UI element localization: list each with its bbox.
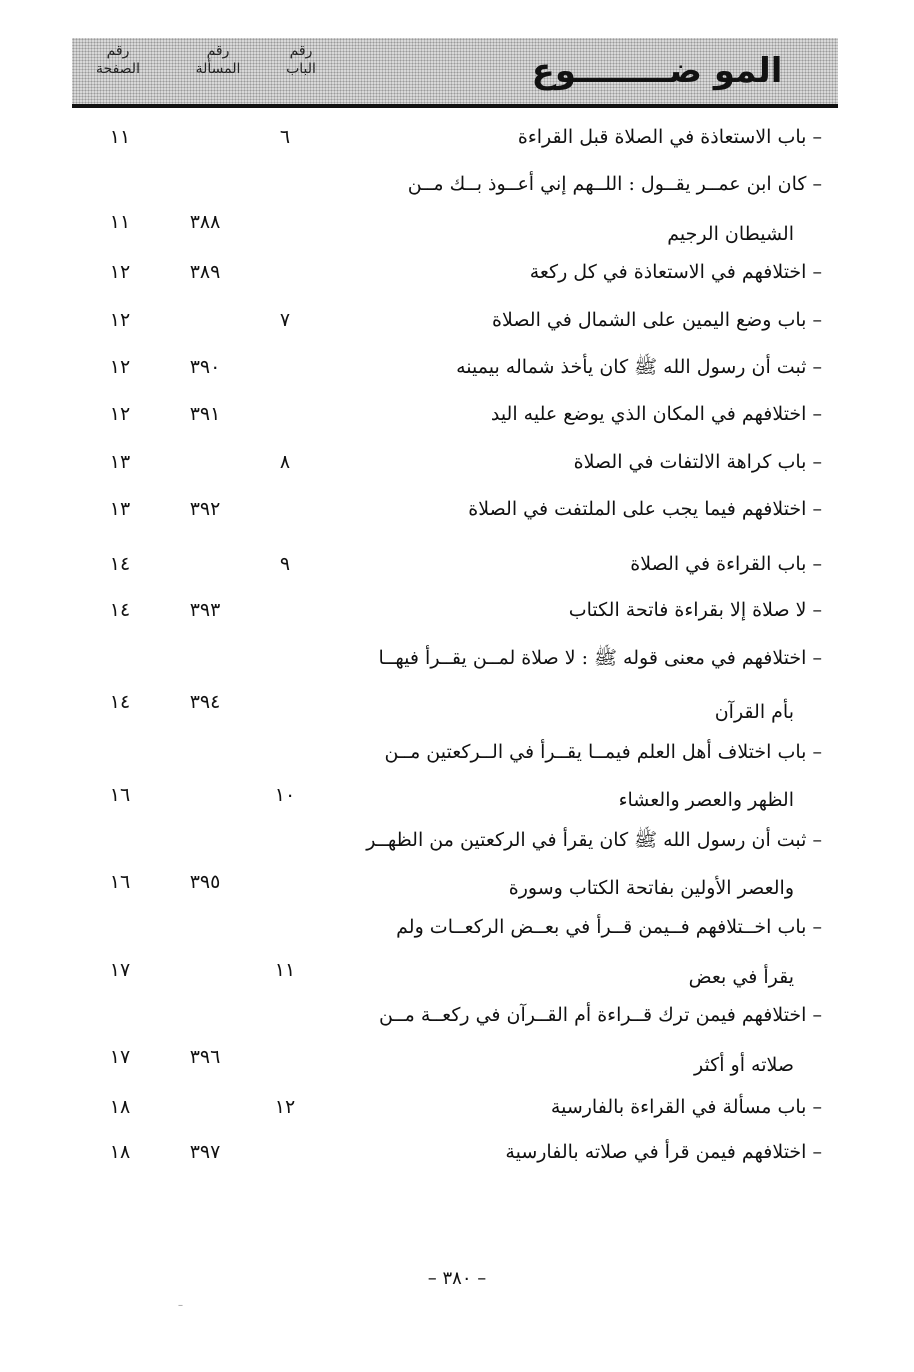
bab-number-cell: ٩ — [279, 553, 291, 575]
topic-cell: – باب اخــتلافهم فــيمن قــرأ في بعــض الركعــات ولم — [396, 916, 822, 938]
topic-cell: – اختلافهم في الاستعاذة في كل ركعة — [529, 261, 822, 283]
masala-number-cell: ٣٩٥ — [189, 871, 221, 893]
topic-continuation-cell: بأم القرآن — [714, 701, 794, 723]
topic-cell: – اختلافهم في معنى قوله ﷺ : لا صلاة لمــن يقــرأ فيهــا — [378, 647, 822, 669]
topic-continuation-cell: الظهر والعصر والعشاء — [618, 789, 794, 811]
topic-cell: – لا صلاة إلا بقراءة فاتحة الكتاب — [568, 599, 822, 621]
masala-number-cell: ٣٩٠ — [189, 356, 221, 378]
page-number-cell: ١١ — [109, 126, 131, 148]
page-number-cell: ١٢ — [109, 309, 131, 331]
topic-cell: – باب كراهة الالتفات في الصلاة — [573, 451, 822, 473]
masala-number-cell: ٣٩٣ — [189, 599, 221, 621]
page-number-cell: ١٤ — [109, 553, 131, 575]
header-bab-label-1: رقم — [289, 43, 313, 59]
header-bab-column — [270, 42, 332, 78]
page-number-cell: ١٣ — [109, 498, 131, 520]
topic-continuation-cell: صلاته أو أكثر — [693, 1054, 794, 1076]
page-number-cell: ١١ — [109, 211, 131, 233]
page-number-cell: ١٧ — [109, 959, 131, 981]
topic-cell: – اختلافهم فيمن قرأ في صلاته بالفارسية — [505, 1141, 822, 1163]
header-page-label-1: رقم — [106, 43, 130, 59]
header-masala-column — [168, 42, 268, 78]
page-number-cell: ١٣ — [109, 451, 131, 473]
table-header — [72, 38, 838, 108]
masala-number-cell: ٣٩٦ — [189, 1046, 221, 1068]
page-number-cell: ١٦ — [109, 871, 131, 893]
page-number-cell: ١٢ — [109, 261, 131, 283]
topic-cell: – اختلافهم في المكان الذي يوضع عليه اليد — [490, 403, 822, 425]
page-number-cell: ١٢ — [109, 403, 131, 425]
topic-cell: – باب وضع اليمين على الشمال في الصلاة — [492, 309, 822, 331]
bab-number-cell: ٨ — [279, 451, 291, 473]
masala-number-cell: ٣٨٨ — [189, 211, 221, 233]
page-number-cell: ١٨ — [109, 1096, 131, 1118]
topic-cell: – اختلافهم فيمن ترك قــراءة أم القــرآن في ركعــة مــن — [379, 1004, 822, 1026]
header-masala-label-2: المسألة — [195, 61, 241, 77]
bab-number-cell: ١١ — [274, 959, 296, 981]
topic-cell: – ثبت أن رسول الله ﷺ كان يأخذ شماله بيمينه — [456, 356, 822, 378]
header-bab-label-2: الباب — [286, 61, 316, 77]
bab-number-cell: ١٠ — [274, 784, 296, 806]
masala-number-cell: ٣٩٢ — [189, 498, 221, 520]
page-number-cell: ١٨ — [109, 1141, 131, 1163]
masala-number-cell: ٣٩٧ — [189, 1141, 221, 1163]
page-number-cell: ١٢ — [109, 356, 131, 378]
scan-mark: – — [178, 1300, 183, 1311]
page-number-cell: ١٧ — [109, 1046, 131, 1068]
page-number-cell: ١٦ — [109, 784, 131, 806]
topic-cell: – اختلافهم فيما يجب على الملتفت في الصلاة — [468, 498, 822, 520]
header-page-label-2: الصفحة — [96, 61, 140, 77]
topic-continuation-cell: والعصر الأولين بفاتحة الكتاب وسورة — [508, 877, 794, 899]
topic-cell: – ثبت أن رسول الله ﷺ كان يقرأ في الركعتين من الظهــر — [366, 829, 822, 851]
topic-continuation-cell: الشيطان الرجيم — [667, 223, 794, 245]
topic-cell: – باب اختلاف أهل العلم فيمــا يقــرأ في الــركعتين مــن — [384, 741, 822, 763]
page-number: – ٣٨٠ – — [427, 1268, 487, 1289]
bab-number-cell: ١٢ — [274, 1096, 296, 1118]
masala-number-cell: ٣٩١ — [189, 403, 221, 425]
header-title: المو ضــــــــوع — [531, 51, 783, 91]
topic-cell: – باب مسألة في القراءة بالفارسية — [550, 1096, 822, 1118]
page-number-cell: ١٤ — [109, 599, 131, 621]
header-page-column — [72, 42, 164, 78]
topic-cell: – كان ابن عمــر يقــول : اللــهم إني أعــوذ بــك مــن — [407, 173, 822, 195]
topic-cell: – باب الاستعاذة في الصلاة قبل القراءة — [517, 126, 822, 148]
header-masala-label-1: رقم — [206, 43, 230, 59]
bab-number-cell: ٦ — [279, 126, 291, 148]
topic-continuation-cell: يقرأ في بعض — [688, 966, 794, 988]
topic-cell: – باب القراءة في الصلاة — [630, 553, 822, 575]
masala-number-cell: ٣٨٩ — [189, 261, 221, 283]
page-number-cell: ١٤ — [109, 691, 131, 713]
bab-number-cell: ٧ — [279, 309, 291, 331]
masala-number-cell: ٣٩٤ — [189, 691, 221, 713]
